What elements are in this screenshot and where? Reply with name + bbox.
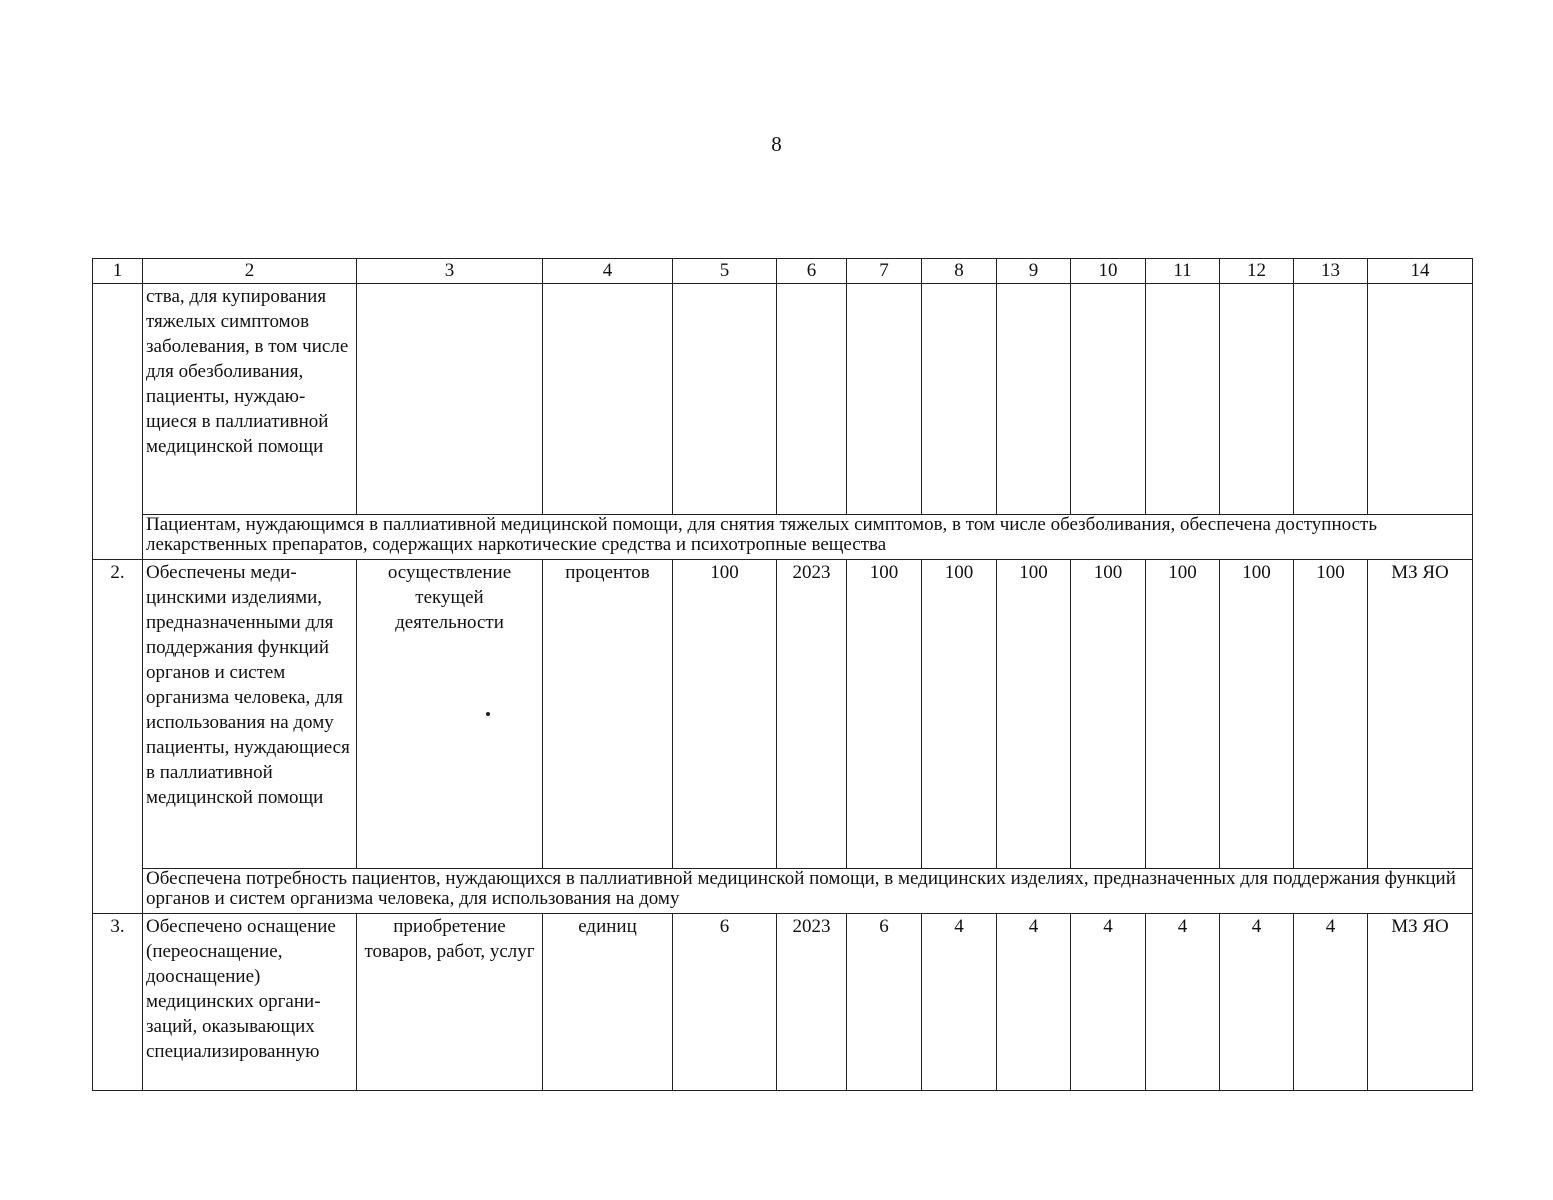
cell <box>1146 284 1220 515</box>
col-header-9: 9 <box>997 259 1071 284</box>
cell <box>1220 284 1294 515</box>
result-text: Пациентам, нуждающимся в паллиативной медицинской помощи, для снятия тяжелых симптомов, в том числе обезболивания, обеспечена доступность лекарственных препаратов, содержащих наркотические средства и психотропные вещества <box>143 515 1473 560</box>
indicators-table <box>92 258 1473 1091</box>
scan-speck <box>486 712 490 716</box>
cell <box>997 284 1071 515</box>
col-header-3: 3 <box>357 259 543 284</box>
value-11: 100 <box>1146 560 1220 869</box>
row-number: 2. <box>93 560 143 914</box>
result-row <box>93 869 1473 914</box>
col-header-1: 1 <box>93 259 143 284</box>
task-name: Обеспечено оснащение (переоснащение, дооснащение) медицинских органи-заций, оказывающих специализированную <box>143 914 357 1091</box>
value-10: 100 <box>1071 560 1146 869</box>
value-11: 4 <box>1146 914 1220 1091</box>
cell <box>1368 284 1473 515</box>
unit: единиц <box>543 914 673 1091</box>
value-12: 4 <box>1220 914 1294 1091</box>
table-row <box>93 914 1473 1091</box>
responsible: МЗ ЯО <box>1368 560 1473 869</box>
cell <box>673 284 777 515</box>
value-13: 4 <box>1294 914 1368 1091</box>
cell <box>1294 284 1368 515</box>
table-row <box>93 284 1473 515</box>
col-header-10: 10 <box>1071 259 1146 284</box>
task-name: Обеспечены меди-цинскими изделиями, предназначенными для поддержания функций органов и систем организма человека, для использования на дому пациенты, нуждающиеся в паллиативной медицинской помощи <box>143 560 357 869</box>
row-number: 3. <box>93 914 143 1091</box>
task-type: осуществление текущей деятельности <box>357 560 543 869</box>
cell <box>847 284 922 515</box>
value-9: 4 <box>997 914 1071 1091</box>
cell <box>1071 284 1146 515</box>
cell <box>543 284 673 515</box>
col-header-2: 2 <box>143 259 357 284</box>
col-header-8: 8 <box>922 259 997 284</box>
result-row <box>93 515 1473 560</box>
col-header-6: 6 <box>777 259 847 284</box>
cell <box>357 284 543 515</box>
value-8: 100 <box>922 560 997 869</box>
base-value: 6 <box>673 914 777 1091</box>
col-header-7: 7 <box>847 259 922 284</box>
row-number-empty <box>93 284 143 560</box>
col-header-11: 11 <box>1146 259 1220 284</box>
col-header-12: 12 <box>1220 259 1294 284</box>
result-text: Обеспечена потребность пациентов, нуждающихся в паллиативной медицинской помощи, в медицинских изделиях, предназначенных для поддержания функций органов и систем организма человека, для использования на дому <box>143 869 1473 914</box>
table-row <box>93 560 1473 869</box>
base-year: 2023 <box>777 914 847 1091</box>
value-8: 4 <box>922 914 997 1091</box>
base-year: 2023 <box>777 560 847 869</box>
task-type: приобретение товаров, работ, услуг <box>357 914 543 1091</box>
value-10: 4 <box>1071 914 1146 1091</box>
page-number: 8 <box>771 132 782 156</box>
header-row <box>93 259 1473 284</box>
value-12: 100 <box>1220 560 1294 869</box>
value-13: 100 <box>1294 560 1368 869</box>
col-header-14: 14 <box>1368 259 1473 284</box>
col-header-4: 4 <box>543 259 673 284</box>
value-7: 100 <box>847 560 922 869</box>
task-name: ства, для купирования тяжелых симптомов заболевания, в том числе для обезболивания, пациенты, нуждаю-щиеся в паллиативной медицинской помощи <box>143 284 357 515</box>
col-header-13: 13 <box>1294 259 1368 284</box>
col-header-5: 5 <box>673 259 777 284</box>
value-7: 6 <box>847 914 922 1091</box>
unit: процентов <box>543 560 673 869</box>
cell <box>777 284 847 515</box>
cell <box>922 284 997 515</box>
responsible: МЗ ЯО <box>1368 914 1473 1091</box>
base-value: 100 <box>673 560 777 869</box>
value-9: 100 <box>997 560 1071 869</box>
